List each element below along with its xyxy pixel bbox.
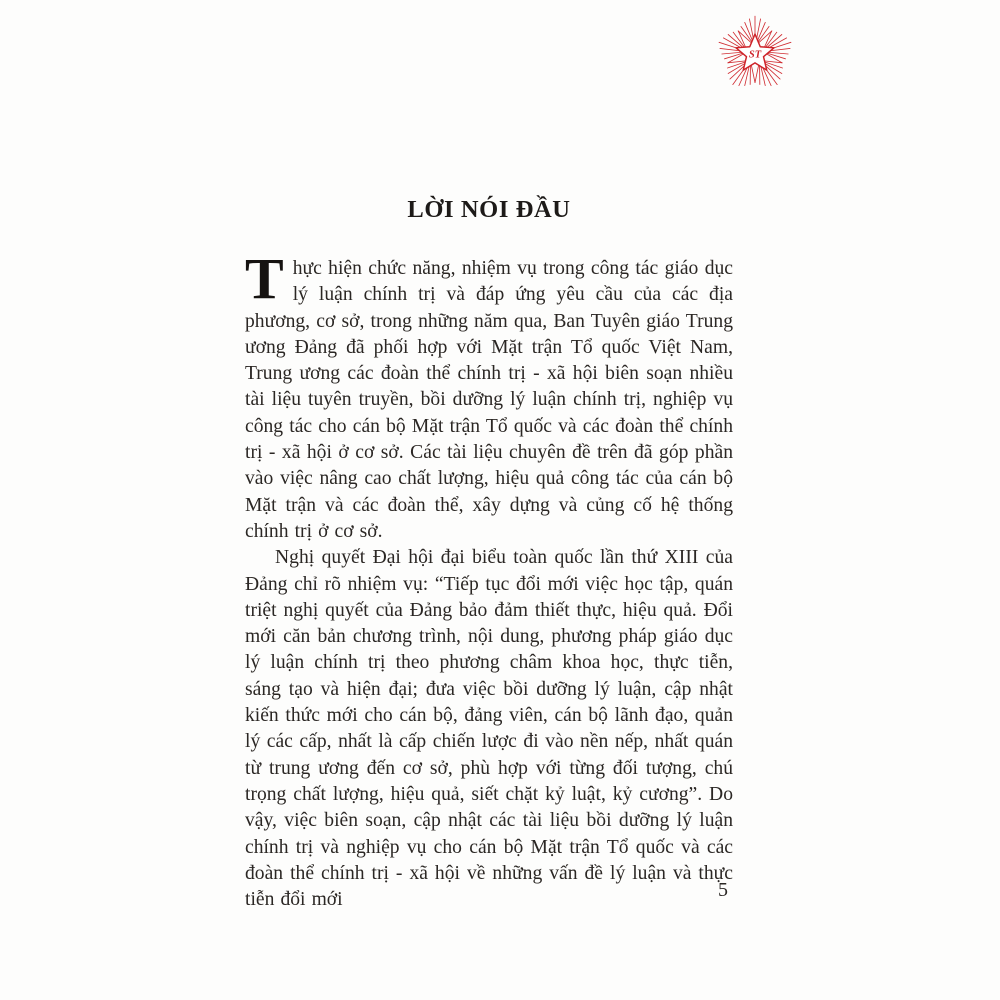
- paragraph-2: Nghị quyết Đại hội đại biểu toàn quốc lần thứ XIII của Đảng chỉ rõ nhiệm vụ: “Tiếp tục đổi mới việc học tập, quán triệt nghị quyết của Đảng bảo đảm thiết thực, hiệu quả. Đổi mới căn bản chương trình, nội dung, phương pháp giáo dục lý luận chính trị theo phương châm khoa học, thực tiễn, sáng tạo và hiện đại; đưa việc bồi dưỡng lý luận, cập nhật kiến thức mới cho cán bộ, đảng viên, cán bộ lãnh đạo, quản lý các cấp, nhất là cấp chiến lược đi vào nền nếp, nhất quán từ trung ương đến cơ sở, phù hợp với từng đối tượng, chú trọng chất lượng, hiệu quả, siết chặt kỷ luật, kỷ cương”. Do vậy, việc biên soạn, cập nhật các tài liệu bồi dưỡng lý luận chính trị và nghiệp vụ cho cán bộ Mặt trận Tổ quốc và các đoàn thể chính trị - xã hội về những vấn đề lý luận và thực tiễn đổi mới: [245, 547, 733, 911]
- paragraph-1: [245, 246, 733, 545]
- paragraph-1-text: hực hiện chức năng, nhiệm vụ trong công tác giáo dục lý luận chính trị và đáp ứng yêu cầu của các địa phương, cơ sở, trong những năm qua, Ban Tuyên giáo Trung ương Đảng đã phối hợp với Mặt trận Tổ quốc Việt Nam, Trung ương các đoàn thể chính trị - xã hội biên soạn nhiều tài liệu tuyên truyền, bồi dưỡng lý luận chính trị, nghiệp vụ công tác cho cán bộ Mặt trận Tổ quốc và các đoàn thể chính trị - xã hội ở cơ sở. Các tài liệu chuyên đề trên đã góp phần vào việc nâng cao chất lượng, hiệu quả công tác của cán bộ Mặt trận và các đoàn thể, xây dựng và củng cố hệ thống chính trị ở cơ sở.: [245, 258, 733, 542]
- chapter-title: LỜI NÓI ĐẦU: [407, 196, 571, 223]
- page-number: 5: [718, 879, 728, 901]
- body-text: [245, 246, 733, 913]
- drop-cap: T: [245, 246, 284, 311]
- star-burst-icon: [712, 12, 798, 96]
- publisher-logo: [712, 12, 798, 96]
- logo-letters: ST: [748, 49, 762, 61]
